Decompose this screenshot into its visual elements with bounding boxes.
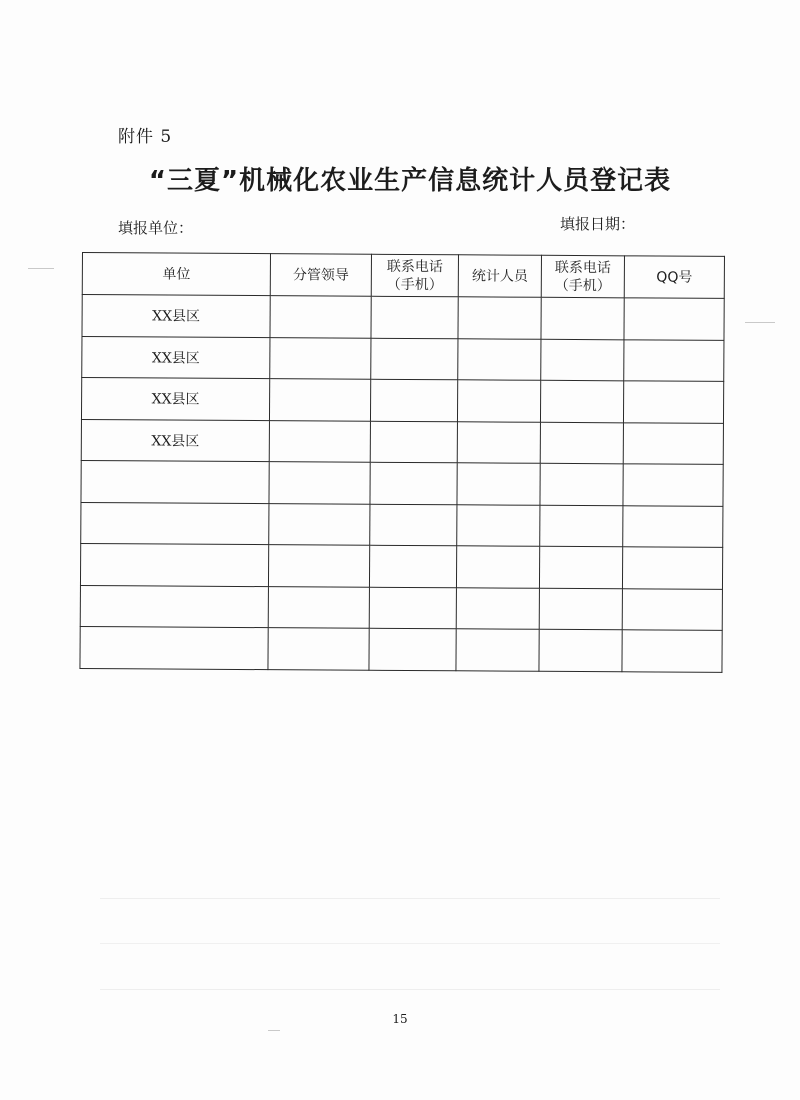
qq-cell — [623, 381, 723, 423]
qq-cell — [622, 588, 722, 630]
header-unit: 单位 — [82, 253, 270, 296]
unit-cell: XX县区 — [81, 419, 269, 462]
unit-cell: XX县区 — [82, 295, 270, 338]
leader-cell — [270, 296, 371, 338]
table-row — [81, 378, 723, 423]
unit-cell: XX县区 — [81, 378, 269, 421]
leader-phone-cell — [370, 421, 457, 463]
leader-cell — [269, 462, 370, 504]
leader-phone-cell — [370, 504, 457, 546]
registration-table — [79, 252, 725, 672]
statistician-phone-cell — [539, 546, 622, 588]
qq-cell — [623, 464, 723, 506]
table-row — [82, 336, 724, 381]
leader-phone-cell — [370, 379, 457, 421]
qq-cell — [623, 505, 723, 547]
table-row — [80, 626, 722, 671]
statistician-phone-cell — [540, 380, 623, 422]
statistician-phone-cell — [541, 339, 624, 381]
leader-cell — [268, 628, 369, 670]
scan-speck — [745, 322, 775, 323]
qq-cell — [623, 422, 723, 464]
leader-phone-cell — [369, 545, 456, 587]
unit-cell: XX县区 — [82, 336, 270, 379]
statistician-cell — [457, 380, 540, 422]
statistician-phone-cell — [540, 463, 623, 505]
leader-cell — [268, 586, 369, 628]
leader-cell — [269, 379, 370, 421]
statistician-phone-cell — [540, 422, 623, 464]
unit-cell — [80, 626, 268, 669]
unit-cell — [80, 585, 268, 628]
faded-rule — [100, 943, 720, 944]
header-leader-phone: 联系电话 （手机） — [371, 254, 458, 297]
header-statistician-phone: 联系电话 （手机） — [541, 255, 624, 298]
fill-date-label: 填报日期： — [560, 215, 636, 233]
header-leader: 分管领导 — [270, 254, 371, 297]
statistician-phone-cell — [541, 297, 624, 339]
qq-cell — [622, 547, 722, 589]
statistician-cell — [457, 504, 540, 546]
table-row — [81, 460, 723, 505]
leader-cell — [269, 420, 370, 462]
table-row — [81, 502, 723, 547]
statistician-cell — [456, 629, 539, 671]
page-number: 15 — [392, 1012, 408, 1026]
statistician-cell — [457, 421, 540, 463]
qq-cell — [624, 298, 724, 340]
leader-phone-cell — [369, 587, 456, 629]
scan-speck — [28, 268, 54, 269]
header-qq: QQ号 — [624, 256, 724, 299]
statistician-cell — [457, 463, 540, 505]
table-row — [81, 419, 723, 464]
leader-cell — [268, 545, 369, 587]
statistician-cell — [458, 297, 541, 339]
statistician-cell — [456, 546, 539, 588]
qq-cell — [624, 339, 724, 381]
statistician-cell — [456, 587, 539, 629]
leader-phone-cell — [371, 296, 458, 338]
qq-cell — [622, 630, 722, 672]
leader-phone-cell — [370, 462, 457, 504]
table-row — [80, 585, 722, 630]
scan-speck — [268, 1030, 280, 1031]
unit-cell — [81, 460, 269, 503]
leader-cell — [269, 503, 370, 545]
unit-cell — [80, 543, 268, 586]
attachment-label: 附件 5 — [118, 127, 173, 147]
unit-cell — [81, 502, 269, 545]
document-title: “三夏”机械化农业生产信息统计人员登记表 — [148, 166, 672, 196]
header-statistician: 统计人员 — [458, 255, 541, 298]
statistician-phone-cell — [539, 588, 622, 630]
table-header-row — [82, 253, 724, 299]
table-row — [80, 543, 722, 588]
statistician-phone-cell — [539, 629, 622, 671]
fill-unit-label: 填报单位： — [118, 219, 194, 237]
table-row — [82, 295, 724, 340]
statistician-cell — [458, 338, 541, 380]
leader-phone-cell — [369, 628, 456, 670]
leader-cell — [270, 337, 371, 379]
statistician-phone-cell — [540, 505, 623, 547]
faded-footer-block — [100, 898, 720, 990]
leader-phone-cell — [371, 338, 458, 380]
